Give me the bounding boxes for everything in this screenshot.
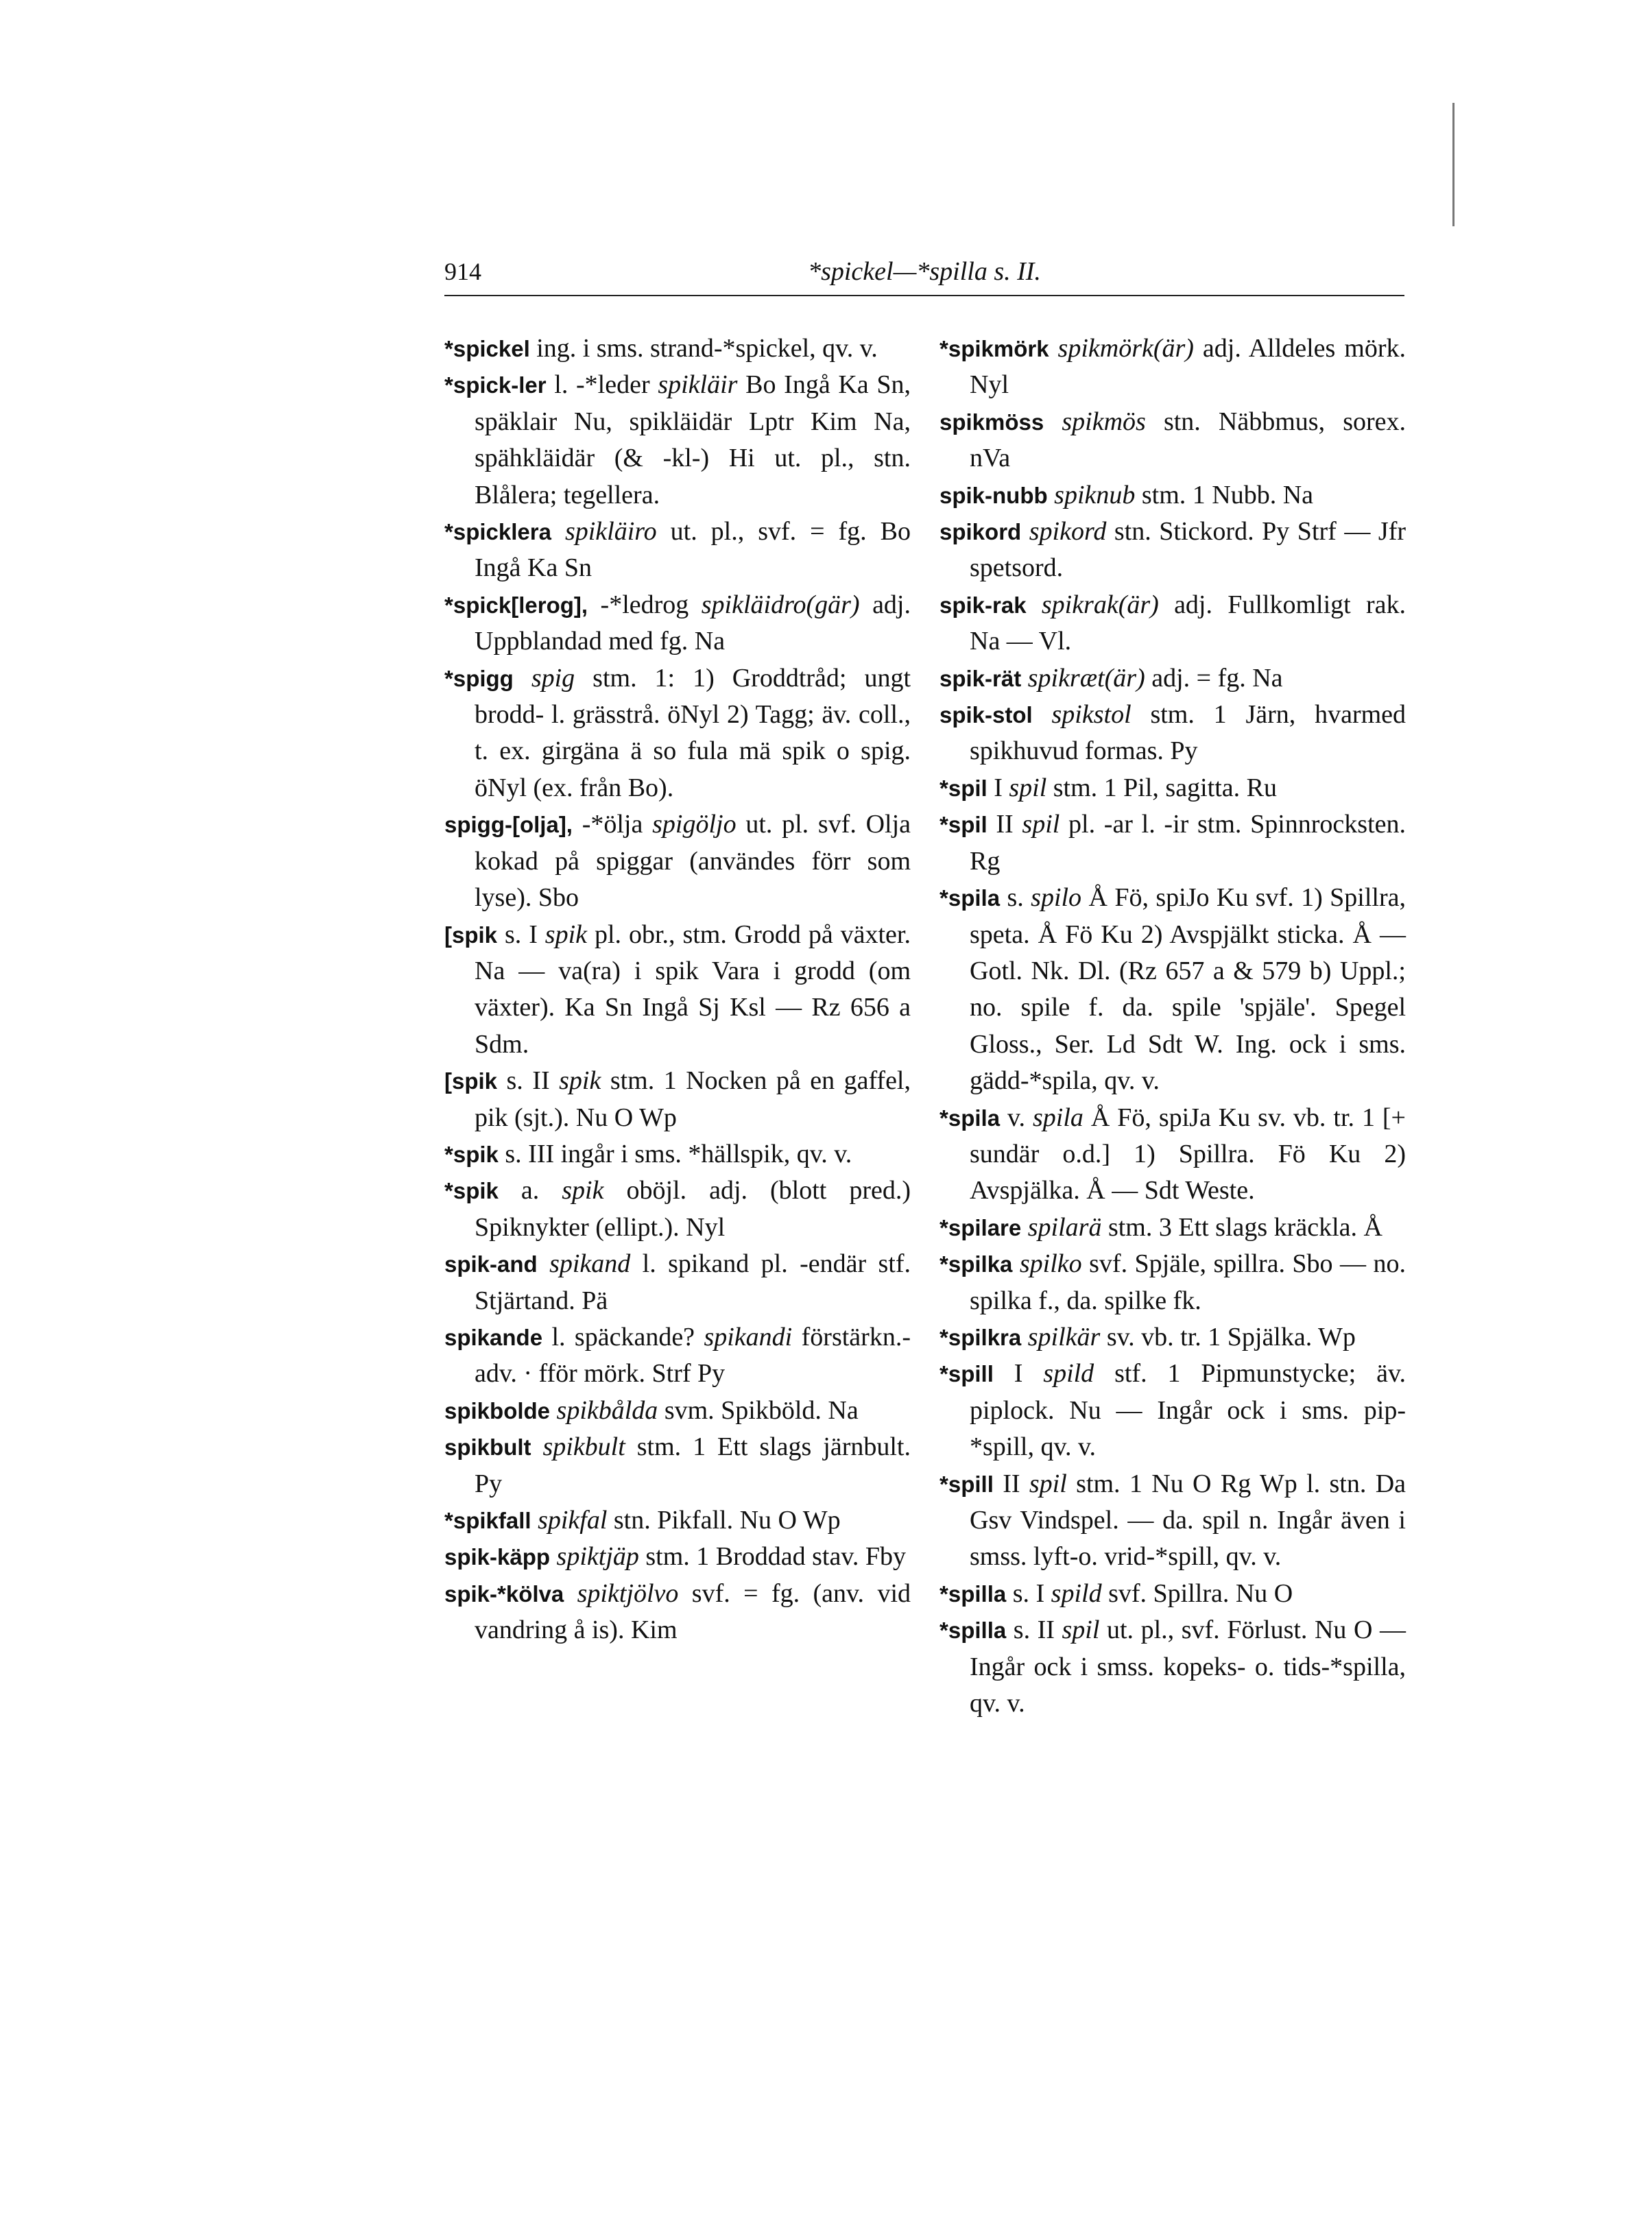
dictionary-entry <box>939 806 1406 880</box>
definition-text: stm. 1 Nocken på en gaffel, pik (sjt.). Nu O Wp <box>475 1066 911 1132</box>
dictionary-entry <box>939 660 1406 697</box>
headword: *spik <box>444 1141 499 1167</box>
headword: *spikmörk <box>939 336 1049 361</box>
entry-text: s. <box>1000 883 1031 913</box>
dictionary-entry <box>939 1612 1406 1722</box>
dictionary-entry <box>444 1576 911 1649</box>
headword: *spilkra <box>939 1324 1022 1350</box>
entry-text <box>531 1506 538 1535</box>
phonetic-form: spiktjäp <box>556 1542 639 1572</box>
definition-text: stm. 1 Pil, sagitta. Ru <box>1046 773 1277 802</box>
headword: *spill <box>939 1471 994 1497</box>
definition-text: svf. = fg. (anv. vid vandring å is). Kim <box>475 1578 911 1645</box>
phonetic-form: spikläir <box>658 370 738 400</box>
headword: *spilare <box>939 1214 1022 1240</box>
headword: *spicklera <box>444 519 551 545</box>
dictionary-entry <box>939 1356 1406 1465</box>
entry-text: s. II <box>1006 1615 1062 1645</box>
entry-text: ing. i sms. strand-*spickel, qv. v. <box>529 334 878 363</box>
definition-text: stm. 1 Järn, hvarmed spikhuvud formas. Py <box>970 700 1406 766</box>
headword: spikbult <box>444 1434 531 1461</box>
phonetic-form: spikræt(är) <box>1027 663 1145 693</box>
phonetic-form: spikand <box>549 1249 631 1279</box>
phonetic-form: spikmös <box>1062 407 1146 436</box>
entry-text: s. I <box>1006 1578 1051 1608</box>
phonetic-form: spilko <box>1019 1249 1082 1279</box>
phonetic-form: spila <box>1032 1103 1084 1132</box>
dictionary-entry <box>939 1100 1406 1210</box>
definition-text: Å Fö, spiJa Ku sv. vb. tr. 1 [+ sundär o.d.] 1) Spillra. Fö Ku 2) Avspjälka. Å — Sdt Weste. <box>970 1103 1406 1205</box>
entry-text <box>1021 517 1029 546</box>
phonetic-form: spigöljo <box>652 810 737 839</box>
definition-text: Å Fö, spiJo Ku svf. 1) Spillra, speta. Å Fö Ku 2) Avspjälkt sticka. Å — Gotl. Nk. Dl. (Rz 657 a & 579 b) Uppl.; no. spile f. da. spile 'spjäle'. Spegel Gloss., Ser. Ld Sdt W. Ing. ock i sms. gädd-*spila, qv. v. <box>970 883 1406 1096</box>
phonetic-form: spilarä <box>1027 1212 1102 1242</box>
definition-text: pl. obr., stm. Grodd på växter. Na — va(ra) i spik Vara i grodd (om växter). Ka Sn Ingå Sj Ksl — Rz 656 a Sdm. <box>475 920 911 1059</box>
entry-text <box>551 517 565 546</box>
headword: spik-and <box>444 1251 538 1277</box>
phonetic-form: spikstol <box>1051 700 1132 730</box>
dictionary-entry <box>444 331 911 367</box>
dictionary-entry <box>444 1393 911 1429</box>
entry-text: l. -*leder <box>546 370 658 400</box>
entry-text <box>564 1579 577 1608</box>
definition-text: förstärkn.-adv. · fför mörk. Strf Py <box>475 1322 911 1389</box>
entry-text <box>1012 1249 1019 1278</box>
phonetic-form: spilkär <box>1027 1322 1101 1351</box>
entry-text: I <box>993 1359 1044 1389</box>
definition-text: stm. 3 Ett slags kräckla. Å <box>1101 1212 1382 1242</box>
headword: *spick-ler <box>444 372 547 398</box>
headword: [spik <box>444 1068 498 1094</box>
entry-text <box>1048 481 1055 509</box>
entry-text: l. späckande? <box>542 1322 704 1351</box>
definition-text: adj. Fullkomligt rak. Na — Vl. <box>970 590 1406 656</box>
definition-text: ut. pl., svf. = fg. Bo Ingå Ka Sn <box>475 517 911 583</box>
headword: *spil <box>939 775 987 801</box>
definition-text: l. spikand pl. -endär stf. Stjärtand. Pä <box>475 1249 911 1315</box>
headword: *spil <box>939 812 987 838</box>
phonetic-form: spikläidro(gär) <box>701 590 860 619</box>
headword: [spik <box>444 922 498 948</box>
dictionary-entry <box>444 917 911 1064</box>
headword: *spik <box>444 1178 499 1204</box>
phonetic-form: spikrak(är) <box>1041 590 1159 619</box>
page-header <box>444 255 1404 296</box>
definition-text: stm. 1 Broddad stav. Fby <box>638 1542 907 1572</box>
definition-text: svf. Spillra. Nu O <box>1101 1578 1293 1608</box>
dictionary-entry <box>939 1210 1406 1246</box>
entry-text: II <box>993 1469 1029 1498</box>
dictionary-entry <box>939 477 1406 514</box>
phonetic-form: spikord <box>1029 517 1107 546</box>
dictionary-entry <box>444 660 911 807</box>
phonetic-form: spil <box>1009 773 1047 802</box>
entry-text: v. <box>1000 1103 1033 1132</box>
headword: spikord <box>939 519 1022 545</box>
entry-text: I <box>987 773 1009 802</box>
dictionary-entry <box>444 1319 911 1393</box>
dictionary-entry <box>939 1466 1406 1576</box>
headword: spik-rak <box>939 592 1027 618</box>
entry-text <box>1044 407 1062 436</box>
entry-text <box>531 1432 543 1461</box>
dictionary-entry <box>444 1502 911 1539</box>
entry-text: II <box>987 810 1022 839</box>
definition-text: Bo Ingå Ka Sn, späklair Nu, spikläidär Lptr Kim Na, spähkläidär (& -kl-) Hi ut. pl., stn. Blålera; tegellera. <box>475 370 911 509</box>
dictionary-entry <box>444 587 911 660</box>
definition-text: stn. Stickord. Py Strf — Jfr spetsord. <box>970 517 1406 583</box>
entry-text <box>1049 334 1058 363</box>
entry-text <box>514 664 531 693</box>
dictionary-entry <box>939 514 1406 587</box>
phonetic-form: spild <box>1043 1359 1094 1389</box>
phonetic-form: spikmörk(är) <box>1057 334 1194 363</box>
phonetic-form: spil <box>1029 1469 1067 1498</box>
definition-text: stn. Pikfall. Nu O Wp <box>607 1506 841 1535</box>
dictionary-entry <box>444 1246 911 1319</box>
headword: *spill <box>939 1361 994 1387</box>
dictionary-entry <box>939 880 1406 1099</box>
definition-text: sv. vb. tr. 1 Spjälka. Wp <box>1100 1322 1356 1351</box>
definition-text: stn. Näbbmus, sorex. nVa <box>970 407 1406 473</box>
phonetic-form: spik <box>544 920 588 949</box>
definition-text: adj. Alldeles mörk. Nyl <box>970 334 1406 400</box>
dictionary-entry <box>444 1063 911 1136</box>
dictionary-entry <box>939 1576 1406 1612</box>
definition-text: stm. 1 Nu O Rg Wp l. stn. Da Gsv Vindspel. — da. spil n. Ingår även i smss. lyft-o. vrid-*spill, qv. v. <box>970 1469 1406 1572</box>
entry-text: -*ölja <box>572 810 653 839</box>
phonetic-form: spil <box>1022 810 1060 839</box>
headword: *spickel <box>444 336 530 361</box>
entry-text: -*ledrog <box>588 590 702 619</box>
phonetic-form: spil <box>1062 1615 1100 1645</box>
page-number: 914 <box>444 258 481 285</box>
scan-line-mark <box>1452 103 1455 226</box>
dictionary-entry <box>444 514 911 587</box>
entry-text <box>550 1396 557 1425</box>
headword: spikbolde <box>444 1397 551 1423</box>
phonetic-form: spild <box>1051 1578 1102 1608</box>
definition-text: pl. -ar l. -ir stm. Spinnrocksten. Rg <box>970 810 1406 876</box>
phonetic-form: spikandi <box>704 1322 793 1351</box>
left-column <box>444 331 911 1649</box>
phonetic-form: spig <box>531 663 575 693</box>
dictionary-entry <box>444 1429 911 1502</box>
running-head: *spickel—*spilla s. II. <box>808 257 1041 286</box>
entry-text <box>1027 590 1042 619</box>
entry-text <box>1021 664 1028 693</box>
headword: spik-rät <box>939 665 1022 691</box>
dictionary-entry <box>444 1539 911 1575</box>
dictionary-entry <box>939 1246 1406 1319</box>
headword: spikmöss <box>939 409 1044 435</box>
entry-text: a. <box>498 1176 562 1205</box>
definition-text: stm. 1: 1) Groddtråd; ungt brodd- l. grässtrå. öNyl 2) Tagg; äv. coll., t. ex. girgäna ä so fula mä spik o spig. öNyl (ex. från Bo). <box>475 663 911 802</box>
headword: *spilla <box>939 1618 1007 1644</box>
phonetic-form: spik <box>559 1066 601 1096</box>
definition-text: stm. 1 Nubb. Na <box>1135 480 1314 509</box>
headword: *spilla <box>939 1581 1007 1607</box>
entry-text: s. III ingår i sms. *hällspik, qv. v. <box>498 1139 852 1168</box>
headword: *spigg <box>444 665 514 691</box>
definition-text: adj. Uppblandad med fg. Na <box>475 590 911 656</box>
dictionary-entry <box>444 1136 911 1173</box>
dictionary-entry <box>939 770 1406 806</box>
definition-text: stm. 1 Ett slags järnbult. Py <box>475 1432 911 1498</box>
definition-text: ut. pl., svf. Förlust. Nu O — Ingår ock i smss. kopeks- o. tids-*spilla, qv. v. <box>970 1615 1406 1718</box>
headword: *spick[lerog], <box>444 592 588 618</box>
headword: spikande <box>444 1324 543 1350</box>
dictionary-entry <box>444 367 911 514</box>
phonetic-form: spiktjölvo <box>577 1578 679 1608</box>
entry-text <box>538 1249 549 1278</box>
headword: spik-stol <box>939 702 1033 728</box>
phonetic-form: spik <box>562 1176 604 1205</box>
definition-text: adj. = fg. Na <box>1145 663 1283 693</box>
definition-text: oböjl. adj. (blott pred.) Spiknykter (ellipt.). Nyl <box>475 1176 911 1242</box>
entry-text <box>1021 1323 1028 1351</box>
headword: *spikfall <box>444 1508 531 1533</box>
definition-text: svm. Spikböld. Na <box>658 1395 859 1425</box>
entry-text <box>550 1542 557 1571</box>
entry-text <box>1021 1213 1028 1242</box>
header-rule <box>444 295 1404 296</box>
entry-text: s. I <box>497 920 545 949</box>
phonetic-form: spilo <box>1031 883 1082 913</box>
headword: *spila <box>939 885 1001 911</box>
dictionary-entry <box>444 806 911 916</box>
headword: spik-nubb <box>939 482 1048 508</box>
dictionary-entry <box>939 331 1406 404</box>
phonetic-form: spiknub <box>1054 480 1136 509</box>
entry-text <box>1033 700 1052 729</box>
phonetic-form: spikfal <box>538 1506 608 1535</box>
headword: spik-*kölva <box>444 1581 564 1607</box>
headword: *spilka <box>939 1251 1013 1277</box>
phonetic-form: spikbult <box>542 1432 625 1462</box>
dictionary-entry <box>939 587 1406 660</box>
phonetic-form: spikbålda <box>556 1395 658 1425</box>
headword: spigg-[olja], <box>444 812 573 838</box>
dictionary-entry <box>939 697 1406 770</box>
dictionary-entry <box>939 404 1406 477</box>
definition-text: svf. Spjäle, spillra. Sbo — no. spilka f., da. spilke fk. <box>970 1249 1406 1315</box>
phonetic-form: spikläiro <box>564 517 657 546</box>
dictionary-entry <box>444 1173 911 1246</box>
entry-text: s. II <box>497 1066 560 1096</box>
headword: spik-käpp <box>444 1544 551 1570</box>
definition-text: stf. 1 Pipmunstycke; äv. piplock. Nu — Ingår ock i sms. pip-*spill, qv. v. <box>970 1359 1406 1462</box>
definition-text: ut. pl. svf. Olja kokad på spiggar (användes förr som lyse). Sbo <box>475 810 911 913</box>
right-column <box>939 331 1406 1722</box>
dictionary-entry <box>939 1319 1406 1356</box>
headword: *spila <box>939 1105 1001 1131</box>
